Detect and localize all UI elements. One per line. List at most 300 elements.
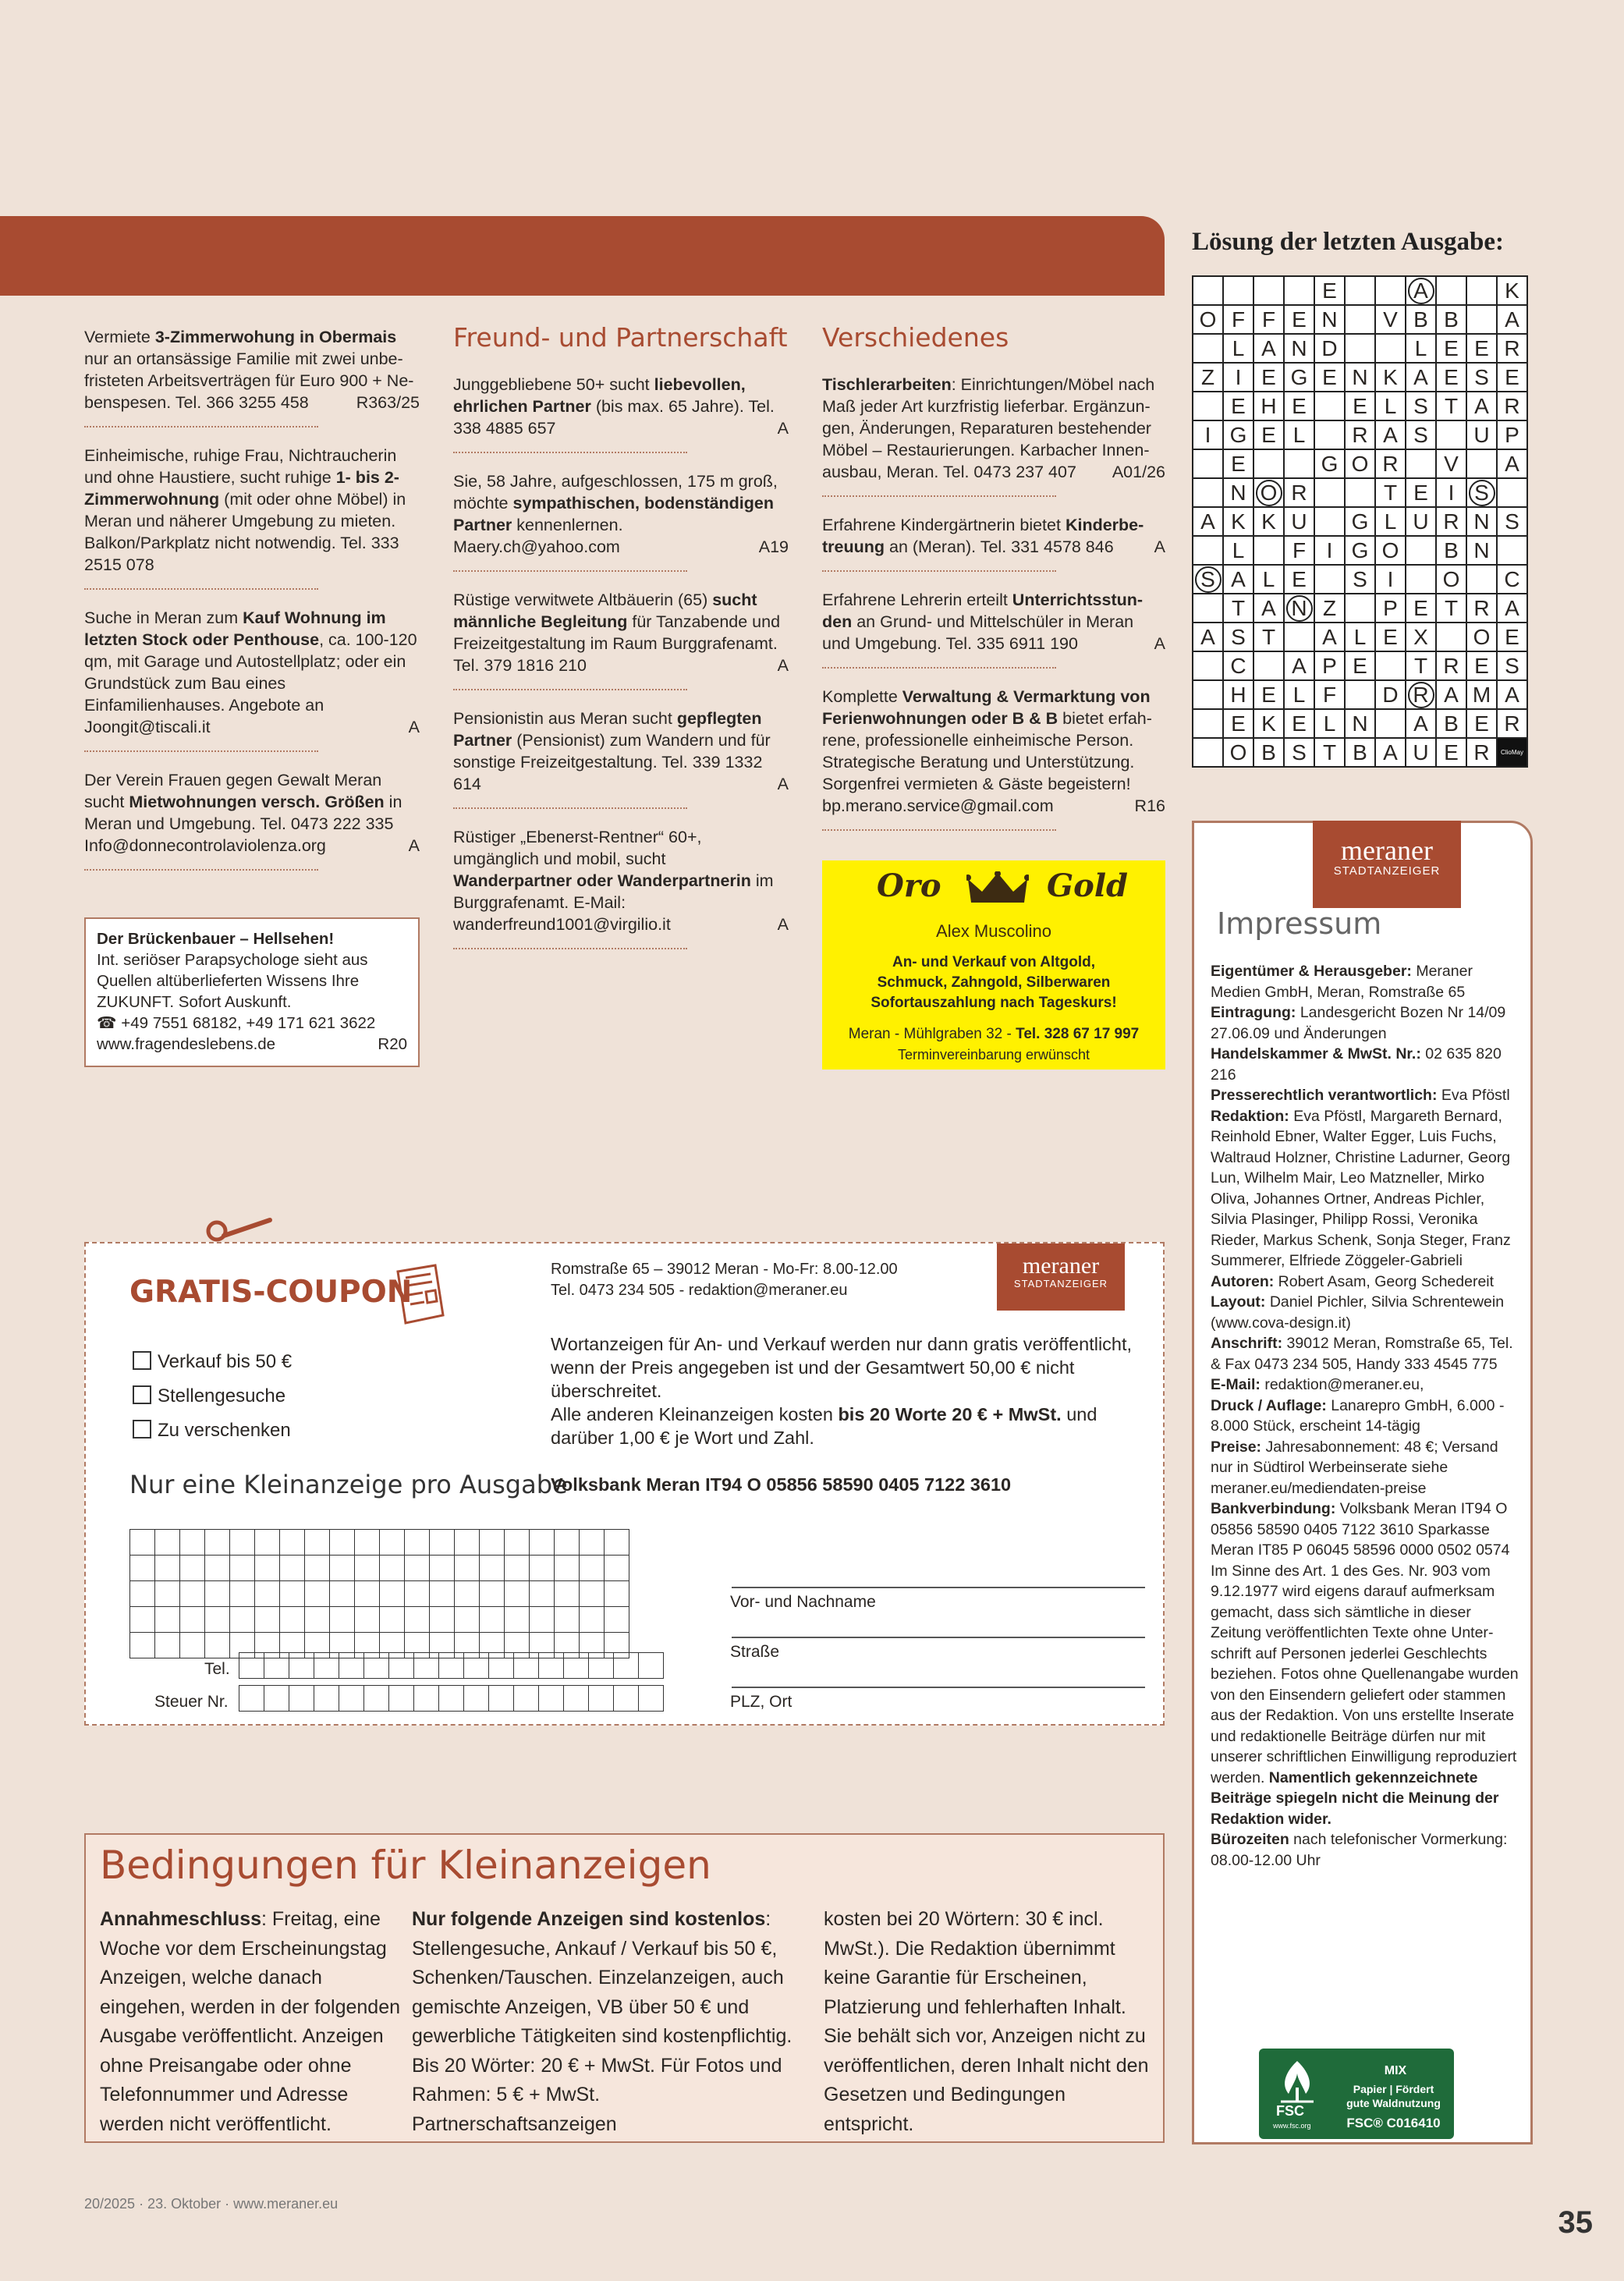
- crossword-cell: N: [1223, 478, 1253, 507]
- letter-box[interactable]: [530, 1581, 555, 1607]
- letter-box[interactable]: [430, 1607, 455, 1633]
- classified-ad: [84, 445, 420, 590]
- tel-field[interactable]: [239, 1652, 664, 1679]
- letter-box[interactable]: [480, 1530, 505, 1556]
- crossword-cell: P: [1375, 594, 1406, 623]
- ad-text: für Tanzabende und Freizeitgestaltung im Raum Burggrafenamt. Tel. 379 1816 210: [453, 612, 781, 675]
- ad-text: : Einrichtungen/Möbel nach Maß jeder Art kurzfristig lieferbar. Ergänzungen, Änderungen, Reparaturen bestehender Möbel – Restaurierungen. Karbacher Innenausbau, Meran. Tel. 0473 237 407: [822, 375, 1155, 481]
- crossword-cell: [1466, 305, 1497, 334]
- letter-box[interactable]: [555, 1556, 580, 1581]
- classified-ad: [84, 326, 420, 427]
- ad-text: kennenlernen. Maery.ch@yahoo.com: [453, 516, 623, 556]
- crossword-cell: T: [1314, 738, 1345, 767]
- ad-text: Erfahrene Kindergärtnerin bietet: [822, 516, 1066, 534]
- crossword-cell: E: [1436, 738, 1466, 767]
- impressum-line: Presserechtlich verantwortlich: Eva Pföstl: [1211, 1087, 1510, 1104]
- classified-ad: [84, 607, 420, 752]
- crossword-cell: [1345, 680, 1375, 709]
- letter-box[interactable]: [605, 1530, 629, 1556]
- crossword-cell: [1193, 709, 1223, 738]
- letter-box[interactable]: [589, 1686, 614, 1712]
- letter-box[interactable]: [205, 1581, 230, 1607]
- letter-box[interactable]: [180, 1633, 205, 1658]
- ad-code: A01/26: [1112, 463, 1165, 481]
- crossword-cell: F: [1314, 680, 1345, 709]
- city-label: PLZ, Ort: [730, 1693, 792, 1711]
- crossword-cell: [1345, 305, 1375, 334]
- crossword-cell: R: [1436, 507, 1466, 536]
- letter-box[interactable]: [130, 1581, 155, 1607]
- gold-brand-left: Oro: [877, 867, 941, 904]
- letter-box[interactable]: [439, 1686, 464, 1712]
- letter-box[interactable]: [605, 1607, 629, 1633]
- impressum-line: Layout: Daniel Pichler, Silvia Schrentewein (www.cova-design.it): [1211, 1293, 1505, 1332]
- crossword-cell: [1193, 536, 1223, 565]
- crossword-cell: L: [1375, 392, 1406, 420]
- crossword-cell: E: [1345, 651, 1375, 680]
- letter-box[interactable]: [530, 1556, 555, 1581]
- letter-box[interactable]: [305, 1556, 330, 1581]
- gold-brand-right: Gold: [1046, 867, 1128, 904]
- header-banner: [0, 216, 1165, 296]
- letter-box[interactable]: [355, 1530, 380, 1556]
- crossword-cell: [1436, 420, 1466, 449]
- letter-box[interactable]: [330, 1607, 355, 1633]
- crossword-cell: [1314, 420, 1345, 449]
- crossword-cell: I: [1223, 363, 1253, 392]
- crossword-cell: A: [1497, 680, 1527, 709]
- classified-ad: [822, 514, 1165, 572]
- letter-box[interactable]: [155, 1581, 180, 1607]
- crossword-cell: K: [1223, 507, 1253, 536]
- crossword-cell: L: [1406, 334, 1436, 363]
- column-real-estate: [84, 326, 420, 888]
- crossword-cell: R: [1406, 680, 1436, 709]
- crossword-cell: R: [1436, 651, 1466, 680]
- crossword-cell: E: [1253, 363, 1284, 392]
- crossword-cell: L: [1284, 420, 1314, 449]
- crossword-cell: A: [1253, 334, 1284, 363]
- checkbox[interactable]: [133, 1351, 151, 1370]
- crossword-cell: L: [1253, 565, 1284, 594]
- gold-phone: Tel. 328 67 17 997: [1016, 1026, 1140, 1042]
- coupon-title: GRATIS-COUPON: [129, 1275, 413, 1310]
- ad-keyword: liebevollen, ehrlichen Partner: [453, 375, 746, 416]
- crown-icon: [966, 871, 1029, 907]
- letter-box[interactable]: [614, 1653, 639, 1679]
- crossword-cell: Z: [1314, 594, 1345, 623]
- letter-box[interactable]: [539, 1686, 564, 1712]
- crossword-cell: H: [1223, 680, 1253, 709]
- letter-box[interactable]: [255, 1556, 280, 1581]
- crossword-cell: [1314, 392, 1345, 420]
- column-partnership: [453, 322, 789, 967]
- letter-box[interactable]: [405, 1530, 430, 1556]
- letter-box[interactable]: [580, 1581, 605, 1607]
- crossword-cell: A: [1497, 305, 1527, 334]
- letter-box[interactable]: [430, 1530, 455, 1556]
- checkbox[interactable]: [133, 1420, 151, 1438]
- letter-box[interactable]: [205, 1556, 230, 1581]
- letter-box[interactable]: [330, 1581, 355, 1607]
- letter-box[interactable]: [639, 1686, 664, 1712]
- classified-ad: [453, 374, 789, 453]
- letter-box[interactable]: [405, 1607, 430, 1633]
- coupon-info: Wortanzeigen für An- und Verkauf werden nur dann gratis veröffentlicht, wenn der Preis angegeben ist und der Gesamtwert 50,00 € nicht überschreitet. Alle anderen Kleinanzeigen kosten bis 20 Worte 20 € + MwSt. und darüber 1,00 € je Wort und Zahl.: [551, 1334, 1133, 1448]
- crossword-cell: P: [1497, 420, 1527, 449]
- letter-box[interactable]: [230, 1556, 255, 1581]
- crossword-cell: K: [1497, 276, 1527, 305]
- letter-box[interactable]: [380, 1556, 405, 1581]
- ad-text: (bis max. 65 Jahre). Tel. 338 4885 657: [453, 397, 775, 438]
- ad-keyword: 3-Zimmerwohung in Obermais: [154, 328, 397, 346]
- letter-box[interactable]: [305, 1607, 330, 1633]
- letter-box[interactable]: [180, 1607, 205, 1633]
- letter-box[interactable]: [355, 1607, 380, 1633]
- crossword-cell: K: [1253, 709, 1284, 738]
- tel-label: Tel.: [204, 1660, 230, 1678]
- letter-box[interactable]: [555, 1607, 580, 1633]
- ad-keyword: 1- bis 2-Zimmerwohnung: [84, 468, 399, 509]
- letter-box[interactable]: [505, 1556, 530, 1581]
- crossword-cell: E: [1314, 363, 1345, 392]
- letter-box[interactable]: [239, 1653, 264, 1679]
- crossword-cell: N: [1284, 594, 1314, 623]
- crossword-cell: [1284, 276, 1314, 305]
- letter-box[interactable]: [489, 1686, 514, 1712]
- letter-box[interactable]: [614, 1686, 639, 1712]
- letter-box[interactable]: [455, 1530, 480, 1556]
- ad-keyword: Tischlerarbeiten: [822, 375, 952, 394]
- ad-text: (Pensionist) zum Wandern und für sonstige Freizeitgestaltung. Tel. 339 1332 614: [453, 731, 771, 793]
- letter-box[interactable]: [539, 1653, 564, 1679]
- conditions-col1: Annahmeschluss: Freitag, eine Woche vor dem Erscheinungstag Anzeigen, welche danach eingehen, werden in der folgenden Ausgabe veröffentlicht. Anzeigen ohne Preisangabe oder ohne Telefonnummer und Adresse werden nicht veröffentlicht.: [100, 1908, 401, 2135]
- crossword-solution-grid: [1192, 275, 1528, 768]
- letter-box[interactable]: [414, 1686, 439, 1712]
- letter-box[interactable]: [380, 1607, 405, 1633]
- page-number: 35: [1558, 2205, 1593, 2240]
- crossword-cell: E: [1223, 392, 1253, 420]
- ad-code: A19: [758, 537, 789, 556]
- one-ad-note: Nur eine Kleinanzeige pro Ausgabe: [129, 1470, 568, 1499]
- crossword-cell: E: [1406, 594, 1436, 623]
- letter-box[interactable]: [480, 1556, 505, 1581]
- crossword-cell: [1314, 507, 1345, 536]
- option-verschenken[interactable]: Zu verschenken: [133, 1414, 292, 1448]
- impressum-line: Anschrift: 39012 Meran, Romstraße 65, Tel. & Fax 0473 234 505, Handy 333 4545 775: [1211, 1335, 1513, 1373]
- crossword-cell: B: [1436, 305, 1466, 334]
- letter-box[interactable]: [439, 1653, 464, 1679]
- letter-box[interactable]: [380, 1530, 405, 1556]
- letter-box[interactable]: [314, 1653, 339, 1679]
- letter-box[interactable]: [289, 1653, 314, 1679]
- letter-box[interactable]: [364, 1686, 389, 1712]
- letter-box[interactable]: [480, 1581, 505, 1607]
- crossword-cell: L: [1223, 334, 1253, 363]
- conditions-col3: kosten bei 20 Wörtern: 30 € incl. MwSt.). Die Redaktion übernimmt keine Garantie für Erscheinen, Platzierung und fehlerhaften Inhalt. Sie behält sich vor, Anzeigen nicht zu veröffentlichen, deren Inhalt nicht den Gesetzen und Bedingungen entspricht.: [824, 1908, 1149, 2135]
- letter-box[interactable]: [514, 1653, 539, 1679]
- fsc-code: FSC® C016410: [1346, 2116, 1441, 2130]
- letter-box[interactable]: [155, 1556, 180, 1581]
- letter-box[interactable]: [289, 1686, 314, 1712]
- crossword-cell: A: [1406, 276, 1436, 305]
- crossword-cell: A: [1466, 392, 1497, 420]
- ad-text: Der Verein Frauen gegen Gewalt Meran sucht: [84, 771, 382, 811]
- letter-box[interactable]: [280, 1556, 305, 1581]
- crossword-cell: M: [1466, 680, 1497, 709]
- crossword-cell: [1375, 334, 1406, 363]
- letter-box[interactable]: [605, 1581, 629, 1607]
- conditions-box: [84, 1833, 1165, 2143]
- letter-box[interactable]: [305, 1581, 330, 1607]
- letter-box[interactable]: [239, 1686, 264, 1712]
- crossword-cell: S: [1406, 420, 1436, 449]
- letter-box[interactable]: [230, 1607, 255, 1633]
- letter-box[interactable]: [155, 1607, 180, 1633]
- ad-text: Suche in Meran zum: [84, 608, 243, 627]
- letter-box[interactable]: [264, 1653, 289, 1679]
- crossword-cell: A: [1193, 507, 1223, 536]
- letter-box[interactable]: [405, 1581, 430, 1607]
- tax-field[interactable]: [239, 1685, 664, 1712]
- letter-box[interactable]: [580, 1556, 605, 1581]
- crossword-cell: E: [1284, 709, 1314, 738]
- crossword-cell: E: [1436, 334, 1466, 363]
- crossword-cell: S: [1497, 507, 1527, 536]
- letter-box[interactable]: [430, 1556, 455, 1581]
- ad-keyword: Kauf Wohnung im letzten Stock oder Penthouse: [84, 608, 386, 649]
- letter-box[interactable]: [255, 1607, 280, 1633]
- letter-box[interactable]: [564, 1686, 589, 1712]
- letter-box[interactable]: [305, 1530, 330, 1556]
- crossword-cell: N: [1284, 334, 1314, 363]
- crossword-cell: [1284, 623, 1314, 651]
- impressum-line: Druck / Auflage: Lanarepro GmbH, 6.000 - 8.000 Stück, erscheint 14-tägig: [1211, 1396, 1505, 1435]
- letter-box[interactable]: [155, 1530, 180, 1556]
- letter-box[interactable]: [314, 1686, 339, 1712]
- gold-line2: Schmuck, Zahngold, Silberwaren: [877, 974, 1111, 991]
- crossword-cell: R: [1284, 478, 1314, 507]
- ad-code: A: [777, 656, 789, 675]
- letter-box[interactable]: [430, 1581, 455, 1607]
- column-misc: [822, 322, 1165, 848]
- letter-box[interactable]: [405, 1556, 430, 1581]
- classified-ad: [822, 686, 1165, 831]
- letter-box[interactable]: [464, 1686, 489, 1712]
- crossword-cell: S: [1223, 623, 1253, 651]
- letter-box[interactable]: [180, 1556, 205, 1581]
- classified-ad: [822, 589, 1165, 669]
- crossword-cell: [1314, 478, 1345, 507]
- crossword-cell: S: [1466, 363, 1497, 392]
- letter-box[interactable]: [555, 1530, 580, 1556]
- crossword-cell: E: [1253, 680, 1284, 709]
- crossword-cell: [1193, 276, 1223, 305]
- letter-box[interactable]: [505, 1607, 530, 1633]
- crossword-cell: E: [1223, 449, 1253, 478]
- crossword-cell: O: [1193, 305, 1223, 334]
- letter-box[interactable]: [480, 1607, 505, 1633]
- letter-box[interactable]: [514, 1686, 539, 1712]
- crossword-cell: [1375, 709, 1406, 738]
- ad-text: Junggebliebene 50+ sucht: [453, 375, 654, 394]
- ad-text: Pensionistin aus Meran sucht: [453, 709, 677, 728]
- letter-box[interactable]: [464, 1653, 489, 1679]
- ad-text: (mit oder ohne Möbel) in Meran und näherer Umgebung zu mieten. Balkon/Parkplatz nicht notwendig. Tel. 333 2515 078: [84, 490, 406, 574]
- letter-box[interactable]: [505, 1530, 530, 1556]
- street-line[interactable]: [732, 1637, 1145, 1638]
- ad-keyword: sucht männliche Begleitung: [453, 591, 757, 631]
- crossword-cell: R: [1466, 738, 1497, 767]
- crossword-cell: U: [1466, 420, 1497, 449]
- letter-box[interactable]: [455, 1607, 480, 1633]
- crossword-cell: A: [1314, 623, 1345, 651]
- fsc-mix: MIX: [1384, 2064, 1407, 2077]
- crossword-cell: T: [1406, 651, 1436, 680]
- letter-box[interactable]: [455, 1556, 480, 1581]
- letter-box[interactable]: [230, 1581, 255, 1607]
- bruckenbauer-phone: ☎ +49 7551 68182, +49 171 621 3622: [97, 1014, 376, 1032]
- crossword-cell: [1406, 565, 1436, 594]
- letter-box[interactable]: [264, 1686, 289, 1712]
- impressum-line: Bankverbindung: Volksbank Meran IT94 O 05856 58590 0405 7122 3610 Sparkasse Meran IT85 P 06045 58596 0000 0502 0574: [1211, 1500, 1510, 1559]
- crossword-cell: I: [1314, 536, 1345, 565]
- crossword-cell: K: [1253, 507, 1284, 536]
- crossword-cell: N: [1314, 305, 1345, 334]
- crossword-cell: O: [1436, 565, 1466, 594]
- letter-box[interactable]: [180, 1581, 205, 1607]
- option-stellengesuche[interactable]: Stellengesuche: [133, 1379, 292, 1414]
- letter-box[interactable]: [130, 1607, 155, 1633]
- letter-box[interactable]: [589, 1653, 614, 1679]
- letter-box[interactable]: [389, 1653, 414, 1679]
- letter-box[interactable]: [555, 1581, 580, 1607]
- letter-box[interactable]: [389, 1686, 414, 1712]
- letter-box[interactable]: [130, 1556, 155, 1581]
- letter-box[interactable]: [530, 1530, 555, 1556]
- letter-box[interactable]: [255, 1581, 280, 1607]
- option-verkauf[interactable]: Verkauf bis 50 €: [133, 1345, 292, 1379]
- letter-box[interactable]: [339, 1653, 364, 1679]
- crossword-cell: [1345, 334, 1375, 363]
- letter-box[interactable]: [605, 1556, 629, 1581]
- impressum-line: Preise: Jahresabonnement: 48 €; Versand nur in Südtirol Werbeinserate siehe meraner.eu/mediendaten-preise: [1211, 1438, 1498, 1497]
- letter-box[interactable]: [639, 1653, 664, 1679]
- letter-box[interactable]: [339, 1686, 364, 1712]
- letter-box[interactable]: [414, 1653, 439, 1679]
- letter-box[interactable]: [580, 1530, 605, 1556]
- crossword-cell: D: [1375, 680, 1406, 709]
- ad-text: , ca. 100-120 qm, mit Garage und Autostellplatz; oder ein Grundstück zum Bau eines Einfamilienhauses. Angebote an Joongit@tiscali.it: [84, 630, 417, 736]
- gold-address: Meran - Mühlgraben 32 -: [848, 1026, 1016, 1042]
- bruckenbauer-web[interactable]: www.fragendeslebens.de: [97, 1035, 276, 1053]
- letter-box[interactable]: [280, 1530, 305, 1556]
- crossword-cell: E: [1466, 334, 1497, 363]
- crossword-cell: O: [1466, 623, 1497, 651]
- letter-box[interactable]: [330, 1556, 355, 1581]
- letter-box[interactable]: [155, 1633, 180, 1658]
- ad-code: A: [777, 915, 789, 934]
- crossword-cell: U: [1406, 507, 1436, 536]
- crossword-cell: U: [1406, 738, 1436, 767]
- ad-text: nur an ortansässige Familie mit zwei unbefristeten Arbeitsverträgen für Euro 900 + Nebenspesen. Tel. 366 3255 458: [84, 349, 414, 412]
- ad-code: A: [777, 419, 789, 438]
- crossword-cell: A: [1223, 565, 1253, 594]
- crossword-cell: B: [1436, 709, 1466, 738]
- name-line[interactable]: [732, 1587, 1145, 1588]
- crossword-cell: [1345, 276, 1375, 305]
- letter-box[interactable]: [505, 1581, 530, 1607]
- crossword-cell: [1375, 651, 1406, 680]
- impressum-text: [1211, 961, 1523, 1871]
- letter-box[interactable]: [355, 1581, 380, 1607]
- crossword-cell: [1466, 276, 1497, 305]
- letter-box[interactable]: [255, 1530, 280, 1556]
- crossword-cell: G: [1345, 536, 1375, 565]
- ad-text-grid[interactable]: [129, 1529, 629, 1658]
- letter-box[interactable]: [380, 1581, 405, 1607]
- crossword-cell: E: [1284, 392, 1314, 420]
- ad-keyword: Kinderbetreuung: [822, 516, 1144, 556]
- letter-box[interactable]: [130, 1530, 155, 1556]
- classified-ad: [822, 374, 1165, 497]
- ad-code: R20: [378, 1035, 407, 1053]
- gold-line1: An- und Verkauf von Altgold,: [892, 954, 1096, 970]
- checkbox[interactable]: [133, 1385, 151, 1404]
- letter-box[interactable]: [455, 1581, 480, 1607]
- letter-box[interactable]: [130, 1633, 155, 1658]
- letter-box[interactable]: [355, 1556, 380, 1581]
- crossword-cell: E: [1284, 305, 1314, 334]
- letter-box[interactable]: [180, 1530, 205, 1556]
- crossword-cell: [1345, 594, 1375, 623]
- section-heading-partnership: Freund- und Partnerschaft: [453, 322, 788, 353]
- crossword-cell: F: [1253, 305, 1284, 334]
- classified-ad: [453, 826, 789, 949]
- crossword-cell: [1193, 392, 1223, 420]
- crossword-cell: O: [1375, 536, 1406, 565]
- crossword-cell: L: [1345, 623, 1375, 651]
- newspaper-icon: [390, 1261, 451, 1328]
- crossword-cell: C: [1497, 565, 1527, 594]
- letter-box[interactable]: [280, 1581, 305, 1607]
- letter-box[interactable]: [205, 1633, 230, 1658]
- crossword-cell: G: [1284, 363, 1314, 392]
- classified-ad: [453, 470, 789, 572]
- letter-box[interactable]: [489, 1653, 514, 1679]
- crossword-cell: I: [1193, 420, 1223, 449]
- crossword-cell: S: [1284, 738, 1314, 767]
- letter-box[interactable]: [205, 1607, 230, 1633]
- crossword-cell: F: [1223, 305, 1253, 334]
- letter-box[interactable]: [280, 1607, 305, 1633]
- letter-box[interactable]: [330, 1530, 355, 1556]
- crossword-cell: [1406, 449, 1436, 478]
- crossword-cell: O: [1223, 738, 1253, 767]
- bruckenbauer-ad: [84, 917, 420, 1067]
- letter-box[interactable]: [530, 1607, 555, 1633]
- letter-box[interactable]: [564, 1653, 589, 1679]
- letter-box[interactable]: [580, 1607, 605, 1633]
- letter-box[interactable]: [230, 1530, 255, 1556]
- letter-box[interactable]: [205, 1530, 230, 1556]
- crossword-cell: E: [1314, 276, 1345, 305]
- ad-code: A: [408, 836, 420, 855]
- crossword-cell: [1314, 565, 1345, 594]
- city-line[interactable]: [732, 1687, 1145, 1688]
- ad-keyword: gepflegten Partner: [453, 709, 762, 750]
- letter-box[interactable]: [364, 1653, 389, 1679]
